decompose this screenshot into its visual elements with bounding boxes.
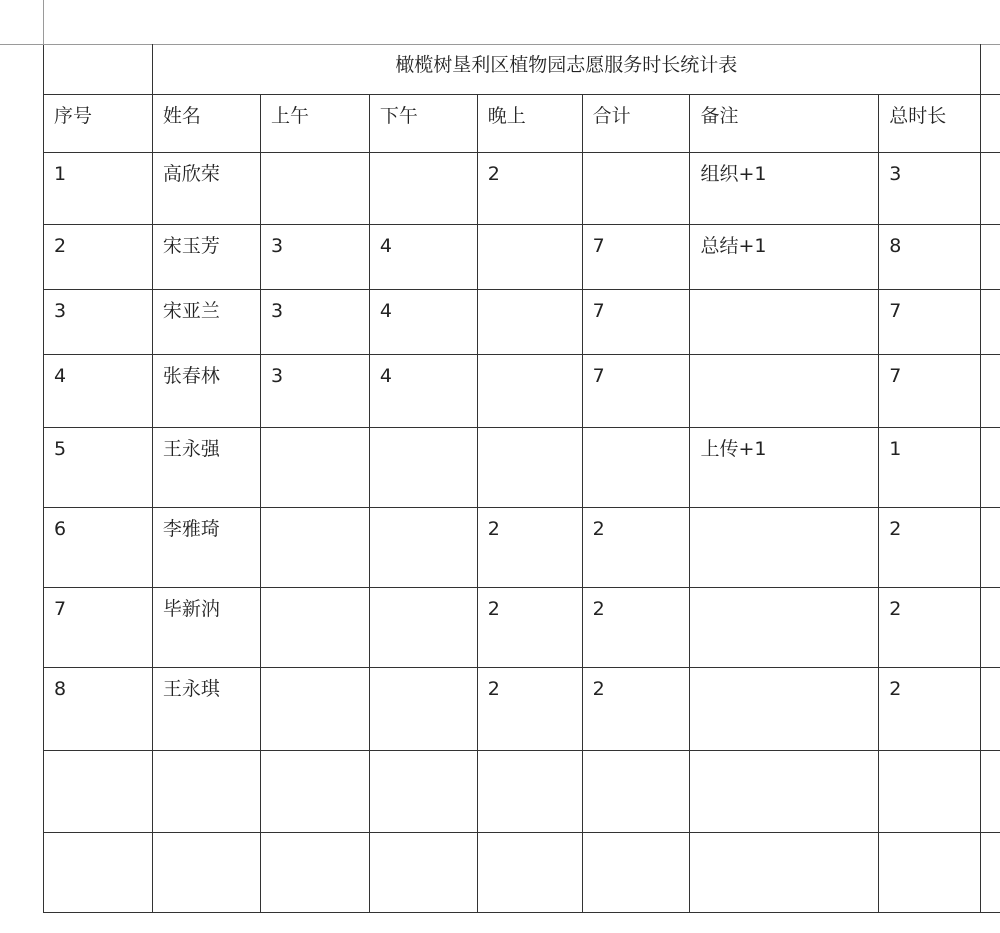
header-row <box>44 95 1000 153</box>
header-cell-evening[interactable]: 晚上 <box>477 95 582 153</box>
cell-index[interactable] <box>44 833 153 913</box>
header-cell-afternoon[interactable]: 下午 <box>369 95 477 153</box>
table-cell[interactable] <box>44 45 153 95</box>
cell-subtotal[interactable] <box>582 751 690 833</box>
header-cell-index[interactable]: 序号 <box>44 95 153 153</box>
crop-mark-horizontal <box>0 44 44 45</box>
cell-subtotal[interactable] <box>582 428 690 508</box>
volunteer-hours-table <box>43 44 1000 913</box>
cell-name[interactable]: 高欣荣 <box>152 153 260 225</box>
cell-subtotal[interactable]: 2 <box>582 508 690 588</box>
cell-subtotal[interactable] <box>582 833 690 913</box>
table-row <box>44 508 1000 588</box>
table-cell[interactable] <box>980 751 1000 833</box>
cell-name[interactable]: 张春林 <box>152 355 260 428</box>
cell-name[interactable] <box>152 751 260 833</box>
cell-subtotal[interactable]: 2 <box>582 668 690 751</box>
cell-evening[interactable] <box>477 355 582 428</box>
cell-total-hours[interactable] <box>879 751 980 833</box>
cell-afternoon[interactable] <box>369 153 477 225</box>
cell-subtotal[interactable]: 7 <box>582 355 690 428</box>
cell-evening[interactable] <box>477 290 582 355</box>
cell-total-hours[interactable]: 2 <box>879 508 980 588</box>
table-title: 橄榄树垦利区植物园志愿服务时长统计表 <box>395 54 738 76</box>
cell-afternoon[interactable] <box>369 428 477 508</box>
table-cell[interactable] <box>980 225 1000 290</box>
table-cell[interactable] <box>980 290 1000 355</box>
table-row <box>44 355 1000 428</box>
cell-evening[interactable] <box>477 833 582 913</box>
cell-afternoon[interactable] <box>369 508 477 588</box>
table-cell[interactable] <box>980 508 1000 588</box>
spreadsheet-sheet <box>43 44 1000 913</box>
cell-morning[interactable] <box>261 428 370 508</box>
cell-morning[interactable] <box>261 588 370 668</box>
cell-name[interactable]: 王永琪 <box>152 668 260 751</box>
cell-evening[interactable] <box>477 428 582 508</box>
table-row <box>44 668 1000 751</box>
cell-morning[interactable] <box>261 508 370 588</box>
table-cell[interactable] <box>980 355 1000 428</box>
cell-afternoon[interactable] <box>369 588 477 668</box>
cell-name[interactable]: 宋玉芳 <box>152 225 260 290</box>
cell-name[interactable]: 毕新汭 <box>152 588 260 668</box>
cell-morning[interactable] <box>261 668 370 751</box>
cell-name[interactable] <box>152 833 260 913</box>
cell-total-hours[interactable]: 1 <box>879 428 980 508</box>
header-cell-name[interactable]: 姓名 <box>152 95 260 153</box>
cell-index[interactable]: 6 <box>44 508 153 588</box>
cell-morning[interactable]: 3 <box>261 290 370 355</box>
cell-name[interactable]: 王永强 <box>152 428 260 508</box>
cell-index[interactable]: 7 <box>44 588 153 668</box>
cell-remarks[interactable]: 总结+1 <box>690 225 879 290</box>
table-cell[interactable] <box>980 668 1000 751</box>
cell-index[interactable]: 4 <box>44 355 153 428</box>
cell-total-hours[interactable]: 7 <box>879 290 980 355</box>
cell-morning[interactable] <box>261 751 370 833</box>
cell-remarks[interactable] <box>690 508 879 588</box>
crop-mark-vertical <box>43 0 44 44</box>
cell-index[interactable]: 8 <box>44 668 153 751</box>
table-cell[interactable] <box>980 833 1000 913</box>
table-row <box>44 153 1000 225</box>
cell-subtotal[interactable] <box>582 153 690 225</box>
cell-evening[interactable]: 2 <box>477 668 582 751</box>
table-title-cell[interactable] <box>152 45 980 95</box>
cell-index[interactable] <box>44 751 153 833</box>
cell-name[interactable]: 李雅琦 <box>152 508 260 588</box>
header-cell-subtotal[interactable]: 合计 <box>582 95 690 153</box>
table-row <box>44 290 1000 355</box>
cell-morning[interactable]: 3 <box>261 225 370 290</box>
table-row <box>44 751 1000 833</box>
cell-remarks[interactable] <box>690 355 879 428</box>
cell-afternoon[interactable] <box>369 833 477 913</box>
cell-total-hours[interactable]: 2 <box>879 668 980 751</box>
cell-total-hours[interactable] <box>879 833 980 913</box>
header-cell-total-hours[interactable]: 总时长 <box>879 95 980 153</box>
cell-total-hours[interactable]: 7 <box>879 355 980 428</box>
cell-afternoon[interactable]: 4 <box>369 355 477 428</box>
cell-afternoon[interactable]: 4 <box>369 290 477 355</box>
table-cell[interactable] <box>980 153 1000 225</box>
header-cell-morning[interactable]: 上午 <box>261 95 370 153</box>
cell-remarks[interactable]: 上传+1 <box>690 428 879 508</box>
table-row <box>44 225 1000 290</box>
title-row <box>44 45 1000 95</box>
cell-morning[interactable] <box>261 153 370 225</box>
cell-total-hours[interactable]: 2 <box>879 588 980 668</box>
cell-total-hours[interactable]: 3 <box>879 153 980 225</box>
cell-subtotal[interactable]: 7 <box>582 225 690 290</box>
cell-morning[interactable]: 3 <box>261 355 370 428</box>
cell-afternoon[interactable]: 4 <box>369 225 477 290</box>
cell-afternoon[interactable] <box>369 668 477 751</box>
cell-index[interactable]: 3 <box>44 290 153 355</box>
table-cell[interactable] <box>980 428 1000 508</box>
cell-remarks[interactable] <box>690 751 879 833</box>
cell-evening[interactable] <box>477 225 582 290</box>
cell-index[interactable]: 5 <box>44 428 153 508</box>
cell-name[interactable]: 宋亚兰 <box>152 290 260 355</box>
cell-evening[interactable]: 2 <box>477 508 582 588</box>
table-row <box>44 833 1000 913</box>
cell-remarks[interactable] <box>690 668 879 751</box>
cell-remarks[interactable]: 组织+1 <box>690 153 879 225</box>
cell-subtotal[interactable]: 7 <box>582 290 690 355</box>
cell-remarks[interactable] <box>690 833 879 913</box>
table-row <box>44 428 1000 508</box>
table-cell[interactable] <box>980 588 1000 668</box>
cell-index[interactable]: 1 <box>44 153 153 225</box>
cell-afternoon[interactable] <box>369 751 477 833</box>
table-cell[interactable] <box>980 45 1000 95</box>
cell-morning[interactable] <box>261 833 370 913</box>
cell-evening[interactable]: 2 <box>477 588 582 668</box>
cell-remarks[interactable] <box>690 290 879 355</box>
cell-remarks[interactable] <box>690 588 879 668</box>
header-cell-remarks[interactable]: 备注 <box>690 95 879 153</box>
cell-index[interactable]: 2 <box>44 225 153 290</box>
cell-subtotal[interactable]: 2 <box>582 588 690 668</box>
table-cell[interactable] <box>980 95 1000 153</box>
cell-evening[interactable]: 2 <box>477 153 582 225</box>
table-row <box>44 588 1000 668</box>
cell-evening[interactable] <box>477 751 582 833</box>
cell-total-hours[interactable]: 8 <box>879 225 980 290</box>
